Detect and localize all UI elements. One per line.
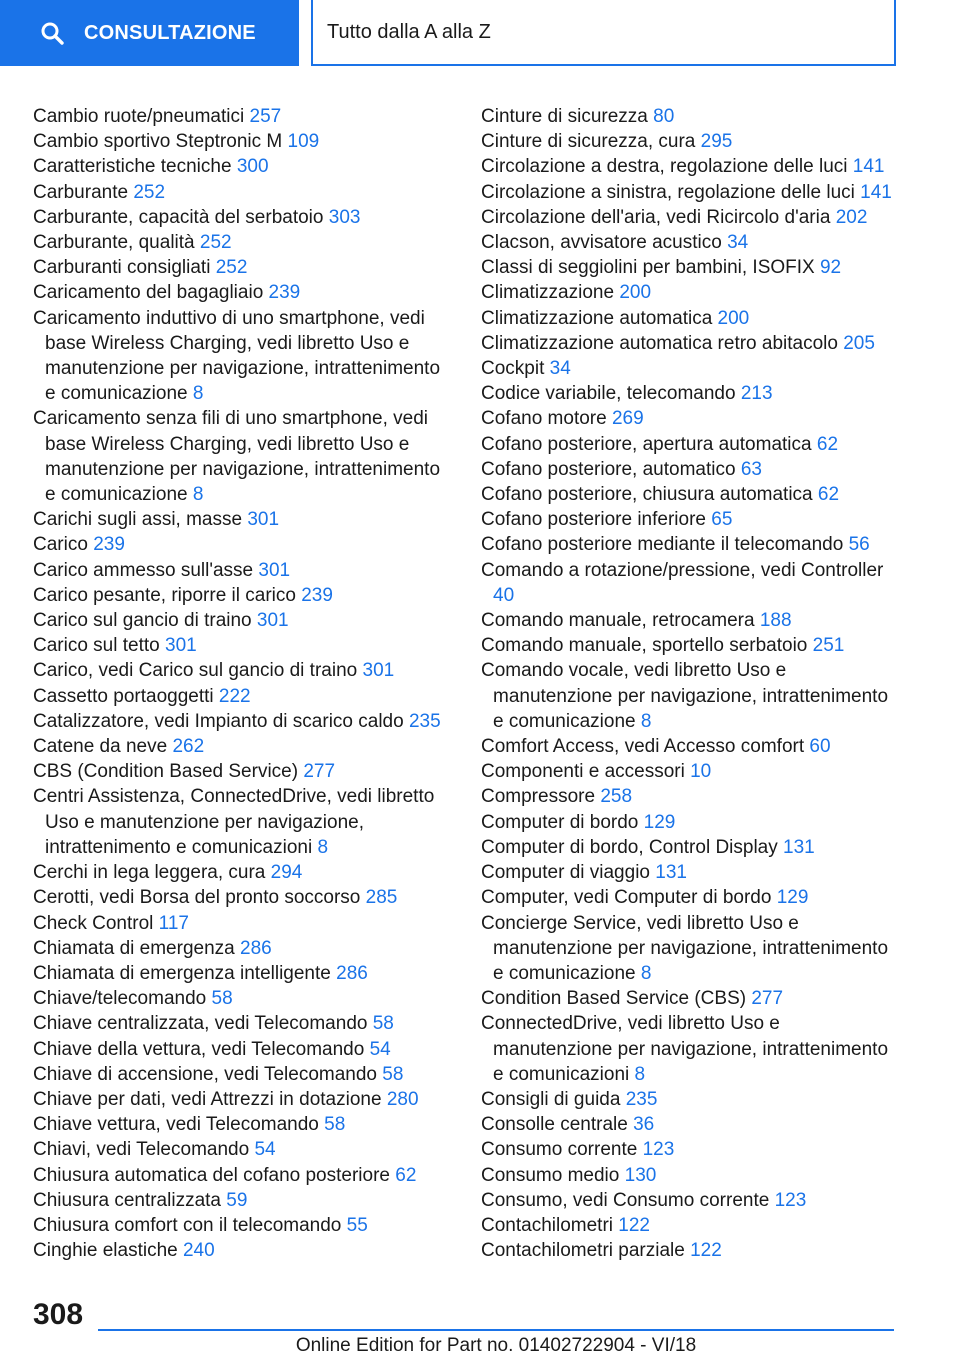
entry-text: Cinture di sicurezza, cura: [481, 131, 696, 153]
entry-text: ConnectedDrive, vedi libretto Uso e manutenzione per navigazione, intrattenimento e comunicazioni: [481, 1013, 889, 1085]
entry-text: Contachilometri parziale: [481, 1240, 685, 1262]
page-link[interactable]: 8: [640, 962, 652, 984]
entry-text: Carico sul tetto: [33, 635, 160, 657]
index-entry: [33, 684, 453, 709]
page-link[interactable]: 251: [812, 635, 845, 657]
section-title: Tutto dalla A alla Z: [327, 20, 491, 43]
entry-text: Carichi sugli assi, masse: [33, 509, 243, 531]
index-entry: [33, 180, 453, 205]
entry-text: Chiamata di emergenza: [33, 937, 235, 959]
index-entry: [481, 457, 901, 482]
index-entry: [481, 1011, 901, 1087]
consult-label: CONSULTAZIONE: [84, 21, 256, 44]
page-link[interactable]: 58: [211, 988, 233, 1010]
entry-text: Chiusura centralizzata: [33, 1189, 221, 1211]
index-entry: [481, 432, 901, 457]
index-entry: [481, 104, 901, 129]
page-link[interactable]: 58: [382, 1063, 404, 1085]
page-link[interactable]: 123: [774, 1189, 807, 1211]
index-entry: [481, 784, 901, 809]
footer-divider: [98, 1329, 894, 1331]
entry-text: Carico, vedi Carico sul gancio di traino: [33, 660, 358, 682]
index-entry: [481, 860, 901, 885]
page-link[interactable]: 58: [372, 1013, 394, 1035]
page-link[interactable]: 131: [783, 836, 815, 858]
page-link[interactable]: 300: [236, 156, 269, 178]
entry-text: Chiavi, vedi Telecomando: [33, 1139, 250, 1161]
entry-text: Consumo medio: [481, 1164, 620, 1186]
page-link[interactable]: 122: [618, 1214, 650, 1236]
page-link[interactable]: 280: [386, 1088, 419, 1110]
page-link[interactable]: 286: [240, 937, 272, 959]
page-link[interactable]: 10: [690, 761, 712, 783]
page-link[interactable]: 202: [835, 206, 868, 228]
entry-text: Consolle centrale: [481, 1114, 628, 1136]
entry-text: Carico ammesso sull'asse: [33, 559, 254, 581]
index-entry: [33, 129, 453, 154]
index-entry: [33, 1011, 453, 1036]
page-link[interactable]: 8: [192, 383, 204, 405]
index-entry: [481, 1238, 901, 1263]
search-icon: [40, 21, 64, 45]
index-entry: [33, 406, 453, 507]
index-entry: [33, 608, 453, 633]
page-link[interactable]: 252: [199, 232, 232, 254]
page-link[interactable]: 252: [215, 257, 248, 279]
entry-text: Chiave centralizzata, vedi Telecomando: [33, 1013, 368, 1035]
entry-text: Carico pesante, riporre il carico: [33, 584, 296, 606]
page-link[interactable]: 40: [493, 584, 515, 606]
page-link[interactable]: 235: [625, 1088, 658, 1110]
entry-text: Contachilometri: [481, 1214, 613, 1236]
page-link[interactable]: 222: [218, 685, 251, 707]
entry-text: Cerotti, vedi Borsa del pronto soccorso: [33, 887, 361, 909]
index-entry: [33, 658, 453, 683]
entry-text: Caricamento senza fili di uno smartphone, vedi base Wireless Charging, vedi libretto Uso e manutenzione per navigazione, intrattenimento e comunicazione: [33, 408, 441, 506]
entry-text: Carburante, capacità del serbatoio: [33, 206, 324, 228]
index-entry: [33, 154, 453, 179]
index-entry: [33, 255, 453, 280]
page-link[interactable]: 123: [642, 1139, 675, 1161]
index-entry: [481, 306, 901, 331]
page-link[interactable]: 213: [740, 383, 773, 405]
page-link[interactable]: 129: [776, 887, 809, 909]
index-entry: [481, 1112, 901, 1137]
page-link[interactable]: 301: [362, 660, 395, 682]
entry-text: Consumo corrente: [481, 1139, 638, 1161]
entry-text: Carico: [33, 534, 88, 556]
index-entry: [33, 633, 453, 658]
index-entry: [481, 381, 901, 406]
entry-text: Caricamento induttivo di uno smartphone, vedi base Wireless Charging, vedi libretto Uso e manutenzione per navigazione, intrattenimento e comunicazione: [33, 307, 441, 405]
page-link[interactable]: 294: [270, 862, 303, 884]
index-entry: [33, 306, 453, 407]
entry-text: Chiave per dati, vedi Attrezzi in dotazione: [33, 1088, 382, 1110]
edition-text: Online Edition for Part no. 01402722904 - VI/18: [295, 1335, 697, 1356]
page-link[interactable]: 129: [643, 811, 676, 833]
entry-text: Computer di bordo, Control Display: [481, 836, 778, 858]
entry-text: Caricamento del bagagliaio: [33, 282, 264, 304]
index-entry: [33, 911, 453, 936]
entry-text: Carburante, qualità: [33, 232, 195, 254]
page-link[interactable]: 8: [317, 836, 329, 858]
page-link[interactable]: 54: [369, 1038, 391, 1060]
entry-text: Cassetto portaoggetti: [33, 685, 214, 707]
page-link[interactable]: 205: [843, 332, 875, 354]
index-entry: [481, 331, 901, 356]
page-link[interactable]: 92: [819, 257, 842, 279]
page-link[interactable]: 65: [711, 509, 733, 531]
page-link[interactable]: 109: [287, 131, 320, 153]
page-link[interactable]: 8: [634, 1063, 646, 1085]
index-entry: [481, 205, 901, 230]
entry-text: Comando manuale, retrocamera: [481, 610, 755, 632]
index-entry: [481, 129, 901, 154]
index-entry: [481, 532, 901, 557]
entry-text: Climatizzazione automatica: [481, 307, 713, 329]
entry-text: Chiave della vettura, vedi Telecomando: [33, 1038, 365, 1060]
index-entry: [481, 810, 901, 835]
entry-text: Catene da neve: [33, 736, 168, 758]
entry-text: Consumo, vedi Consumo corrente: [481, 1189, 770, 1211]
index-entry: [481, 1163, 901, 1188]
entry-text: Cinture di sicurezza: [481, 106, 648, 127]
page-link[interactable]: 239: [301, 584, 333, 606]
page-link[interactable]: 56: [848, 534, 870, 556]
index-entry: [33, 205, 453, 230]
entry-text: Classi di seggiolini per bambini, ISOFIX: [481, 257, 815, 279]
index-entry: [33, 1163, 453, 1188]
entry-text: Circolazione a destra, regolazione delle luci: [481, 156, 848, 178]
index-entry: [33, 1238, 453, 1263]
page-link[interactable]: 122: [690, 1240, 722, 1262]
index-entry: [33, 936, 453, 961]
page-link[interactable]: 34: [549, 358, 571, 380]
page-link[interactable]: 303: [328, 206, 361, 228]
index-column-left: [33, 104, 453, 1263]
page-link[interactable]: 62: [817, 484, 840, 506]
page-link[interactable]: 141: [852, 156, 885, 178]
index-entry: [33, 1037, 453, 1062]
entry-text: Cofano posteriore mediante il telecomando: [481, 534, 844, 556]
index-entry: [33, 1062, 453, 1087]
page-link[interactable]: 8: [192, 484, 204, 506]
index-entry: [481, 356, 901, 381]
entry-text: Cofano posteriore, apertura automatica: [481, 433, 812, 455]
consult-tab[interactable]: [0, 0, 299, 66]
page-link[interactable]: 58: [324, 1114, 346, 1136]
page-link[interactable]: 301: [256, 610, 289, 632]
entry-text: Carburanti consigliati: [33, 257, 211, 279]
entry-text: Componenti e accessori: [481, 761, 685, 783]
entry-text: Compressore: [481, 786, 596, 808]
entry-text: Chiave/telecomando: [33, 988, 207, 1010]
page-link[interactable]: 130: [624, 1164, 657, 1186]
page-link[interactable]: 277: [751, 988, 784, 1010]
index-entry: [33, 1087, 453, 1112]
page-link[interactable]: 200: [717, 307, 750, 329]
page-link[interactable]: 285: [365, 887, 398, 909]
entry-text: Cofano posteriore, automatico: [481, 458, 736, 480]
entry-text: Codice variabile, telecomando: [481, 383, 736, 405]
page-link[interactable]: 269: [611, 408, 644, 430]
index-entry: [481, 835, 901, 860]
page-link[interactable]: 252: [133, 181, 166, 203]
page-number: 308: [33, 1298, 84, 1331]
index-entry: [481, 507, 901, 532]
page-link[interactable]: 80: [653, 106, 675, 127]
entry-text: Condition Based Service (CBS): [481, 988, 747, 1010]
index-entry: [481, 658, 901, 734]
index-entry: [481, 608, 901, 633]
page-link[interactable]: 8: [640, 710, 652, 732]
section-title-tab: [311, 0, 896, 66]
entry-text: Comando vocale, vedi libretto Uso e manutenzione per navigazione, intrattenimento e comunicazione: [481, 660, 889, 732]
entry-text: Cinghie elastiche: [33, 1240, 178, 1262]
index-entry: [33, 709, 453, 734]
entry-text: Cofano posteriore, chiusura automatica: [481, 484, 813, 506]
index-entry: [481, 1137, 901, 1162]
page-link[interactable]: 63: [740, 458, 762, 480]
page-link[interactable]: 301: [258, 559, 291, 581]
page-link[interactable]: 141: [860, 181, 892, 203]
index-entry: [33, 1112, 453, 1137]
page-link[interactable]: 257: [249, 106, 282, 127]
entry-text: Cerchi in lega leggera, cura: [33, 862, 266, 884]
index-entry: [33, 759, 453, 784]
index-entry: [33, 1188, 453, 1213]
entry-text: Consigli di guida: [481, 1088, 621, 1110]
index-entry: [33, 986, 453, 1011]
entry-text: Climatizzazione automatica retro abitacolo: [481, 332, 838, 354]
index-entry: [33, 885, 453, 910]
entry-text: Climatizzazione: [481, 282, 615, 304]
index-entry: [481, 406, 901, 431]
page-link[interactable]: 301: [247, 509, 280, 531]
page-link[interactable]: 62: [395, 1164, 417, 1186]
page-link[interactable]: 240: [182, 1240, 215, 1262]
index-entry: [481, 482, 901, 507]
entry-text: Concierge Service, vedi libretto Uso e manutenzione per navigazione, intrattenimento e comunicazione: [481, 912, 889, 984]
page-link[interactable]: 60: [809, 736, 831, 758]
entry-text: Centri Assistenza, ConnectedDrive, vedi libretto Uso e manutenzione per navigazione, intrattenimento e comunicazioni: [33, 786, 435, 858]
entry-text: Chiave di accensione, vedi Telecomando: [33, 1063, 377, 1085]
index-entry: [481, 911, 901, 987]
entry-text: Computer, vedi Computer di bordo: [481, 887, 772, 909]
page-link[interactable]: 117: [158, 912, 189, 934]
entry-text: CBS (Condition Based Service): [33, 761, 299, 783]
entry-text: Chiusura comfort con il telecomando: [33, 1214, 342, 1236]
index-entry: [33, 1137, 453, 1162]
entry-text: Chiamata di emergenza intelligente: [33, 962, 331, 984]
entry-text: Cofano posteriore inferiore: [481, 509, 706, 531]
entry-text: Cambio sportivo Steptronic M: [33, 131, 283, 153]
entry-text: Cofano motore: [481, 408, 607, 430]
index-entry: [481, 180, 901, 205]
index-entry: [481, 734, 901, 759]
entry-text: Cockpit: [481, 358, 545, 380]
page-link[interactable]: 239: [268, 282, 301, 304]
index-entry: [481, 255, 901, 280]
index-entry: [481, 885, 901, 910]
page-link[interactable]: 200: [619, 282, 652, 304]
index-entry: [481, 154, 901, 179]
page-link[interactable]: 188: [759, 610, 792, 632]
index-entry: [481, 1188, 901, 1213]
index-entry: [33, 961, 453, 986]
entry-text: Check Control: [33, 912, 154, 934]
entry-text: Comando a rotazione/pressione, vedi Controller: [481, 559, 884, 581]
index-entry: [33, 558, 453, 583]
page-link[interactable]: 55: [346, 1214, 368, 1236]
page-link[interactable]: 286: [336, 962, 368, 984]
entry-text: Comfort Access, vedi Accesso comfort: [481, 736, 805, 758]
entry-text: Computer di viaggio: [481, 862, 650, 884]
index-entry: [33, 583, 453, 608]
page-link[interactable]: 258: [600, 786, 633, 808]
index-entry: [481, 759, 901, 784]
page-link[interactable]: 277: [303, 761, 336, 783]
index-entry: [481, 558, 901, 608]
index-entry: [33, 784, 453, 860]
page-link[interactable]: 54: [254, 1139, 276, 1161]
index-entry: [33, 860, 453, 885]
page-link[interactable]: 59: [226, 1189, 248, 1211]
entry-text: Carburante: [33, 181, 129, 203]
index-entry: [33, 104, 453, 129]
index-entry: [33, 532, 453, 557]
entry-text: Comando manuale, sportello serbatoio: [481, 635, 808, 657]
page-link[interactable]: 295: [700, 131, 733, 153]
index-entry: [481, 1213, 901, 1238]
index-entry: [481, 1087, 901, 1112]
page-link[interactable]: 262: [172, 736, 205, 758]
entry-text: Catalizzatore, vedi Impianto di scarico caldo: [33, 710, 404, 732]
page-link[interactable]: 301: [165, 635, 197, 657]
entry-text: Circolazione a sinistra, regolazione delle luci: [481, 181, 855, 203]
index-entry: [33, 734, 453, 759]
index-column-right: [481, 104, 901, 1263]
entry-text: Clacson, avvisatore acustico: [481, 232, 722, 254]
entry-text: Cambio ruote/pneumatici: [33, 106, 245, 127]
index-entry: [33, 230, 453, 255]
index-entry: [33, 280, 453, 305]
entry-text: Carico sul gancio di traino: [33, 610, 252, 632]
index-entry: [481, 633, 901, 658]
entry-text: Caratteristiche tecniche: [33, 156, 232, 178]
page-link[interactable]: 34: [727, 232, 749, 254]
page-link[interactable]: 36: [633, 1114, 655, 1136]
entry-text: Circolazione dell'aria, vedi Ricircolo d'aria: [481, 206, 831, 228]
index-entry: [481, 280, 901, 305]
index-entry: [481, 986, 901, 1011]
page-link[interactable]: 235: [408, 710, 441, 732]
entry-text: Chiusura automatica del cofano posteriore: [33, 1164, 390, 1186]
entry-text: Computer di bordo: [481, 811, 639, 833]
index-entry: [33, 507, 453, 532]
index-entry: [481, 230, 901, 255]
entry-text: Chiave vettura, vedi Telecomando: [33, 1114, 319, 1136]
page-link[interactable]: 239: [93, 534, 125, 556]
page-link[interactable]: 62: [816, 433, 839, 455]
index-entry: [33, 1213, 453, 1238]
page-header: [0, 0, 960, 66]
page-link[interactable]: 131: [655, 862, 687, 884]
